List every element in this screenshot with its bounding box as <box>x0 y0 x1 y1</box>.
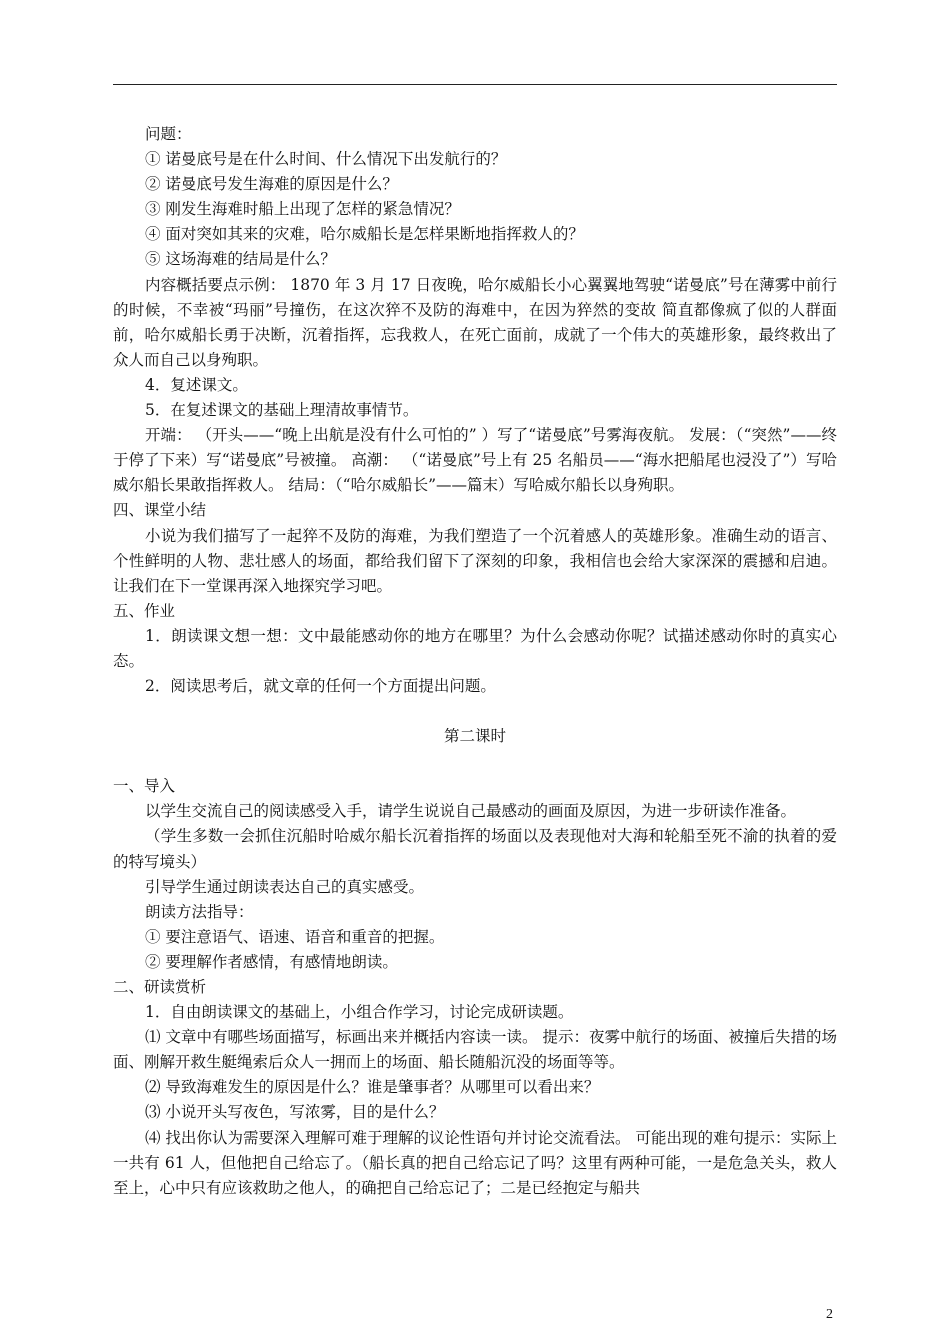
paragraph: 内容概括要点示例： 1870 年 3 月 17 日夜晚，哈尔威船长小心翼翼地驾驶“诺曼底”号在薄雾中前行的时候，不幸被“玛丽”号撞伤，在这次猝不及防的海难中，在因为猝然的变故 简直都像疯了似的人群面前，哈尔威船长勇于决断，沉着指挥，忘我救人，在死亡面前，成就了一个伟大的英雄形象，最终救出了众人而自己以身殉职。 <box>113 275 837 369</box>
paragraph: 1．朗读课文想一想：文中最能感动你的地方在哪里？为什么会感动你呢？试描述感动你时的真实心态。 <box>113 626 837 670</box>
paragraph: 5．在复述课文的基础上理清故事情节。 <box>145 401 419 420</box>
paragraph: ① 要注意语气、语速、语音和重音的把握。 <box>145 927 445 946</box>
paragraph: ④ 面对突如其来的灾难，哈尔威船长是怎样果断地指挥救人的？ <box>145 225 584 244</box>
section-heading: 一、导入 <box>113 777 176 796</box>
header-rule <box>113 84 837 85</box>
paragraph: ⑷ 找出你认为需要深入理解可难于理解的议论性语句并讨论交流看法。 可能出现的难句提示：实际上一共有 61 人，但他把自己给忘了。（船长真的把自己给忘记了吗？这里有两种可能，一是危急关头，救人至上，心中只有应该救助之他人，的确把自己给忘记了；二是已经抱定与船共 <box>113 1128 837 1197</box>
paragraph: ② 诺曼底号发生海难的原因是什么？ <box>145 175 398 194</box>
paragraph: ⑶ 小说开头写夜色，写浓雾，目的是什么？ <box>145 1103 445 1122</box>
blank-line <box>113 699 837 724</box>
paragraph: 引导学生通过朗读表达自己的真实感受。 <box>145 877 425 896</box>
page-number: 2 <box>826 1307 833 1322</box>
paragraph: ② 要理解作者感情，有感情地朗读。 <box>145 952 398 971</box>
blank-line <box>113 749 837 774</box>
paragraph: ⑴ 文章中有哪些场面描写，标画出来并概括内容读一读。 提示：夜雾中航行的场面、被撞后失措的场面、刚解开救生艇绳索后众人一拥而上的场面、船长随船沉没的场面等等。 <box>113 1028 837 1072</box>
paragraph: （学生多数一会抓住沉船时哈威尔船长沉着指挥的场面以及表现他对大海和轮船至死不渝的执着的爱的特写境头） <box>113 827 837 871</box>
paragraph: ⑤ 这场海难的结局是什么？ <box>145 250 336 269</box>
paragraph: 2．阅读思考后，就文章的任何一个方面提出问题。 <box>145 677 496 696</box>
section-title: 第二课时 <box>443 727 506 746</box>
paragraph: 1．自由朗读课文的基础上，小组合作学习，讨论完成研读题。 <box>145 1003 574 1022</box>
paragraph: 开端： （开头——“晚上出航是没有什么可怕的” ）写了“诺曼底”号雾海夜航。 发展：（“突然”——终于停了下来）写“诺曼底”号被撞。 高潮： （“诺曼底”号上有 25 名船员——“海水把船尾也浸没了”）写哈威尔船长果敢指挥救人。 结局：（“哈尔威船长”——篇末）写哈威尔船长以身殉职。 <box>113 426 837 495</box>
paragraph: 4．复述课文。 <box>145 375 248 394</box>
paragraph: 问题： <box>145 125 192 143</box>
paragraph: ⑵ 导致海难发生的原因是什么？谁是肇事者？从哪里可以看出来？ <box>145 1078 600 1097</box>
section-heading: 四、课堂小结 <box>113 501 207 520</box>
section-heading: 五、作业 <box>113 601 176 620</box>
paragraph: ③ 刚发生海难时船上出现了怎样的紧急情况？ <box>145 200 460 219</box>
section-heading: 二、研读赏析 <box>113 978 207 996</box>
paragraph: 小说为我们描写了一起猝不及防的海难，为我们塑造了一个沉着感人的英雄形象。准确生动的语言、个性鲜明的人物、悲壮感人的场面，都给我们留下了深刻的印象，我相信也会给大家深深的震撼和启迪。让我们在下一堂课再深入地探究学习吧。 <box>113 526 837 595</box>
paragraph: 朗读方法指导： <box>145 902 254 921</box>
paragraph: 以学生交流自己的阅读感受入手，请学生说说自己最感动的画面及原因，为进一步研读作准备。 <box>145 802 797 821</box>
document-body <box>113 122 837 1201</box>
paragraph: ① 诺曼底号是在什么时间、什么情况下出发航行的？ <box>145 150 507 169</box>
